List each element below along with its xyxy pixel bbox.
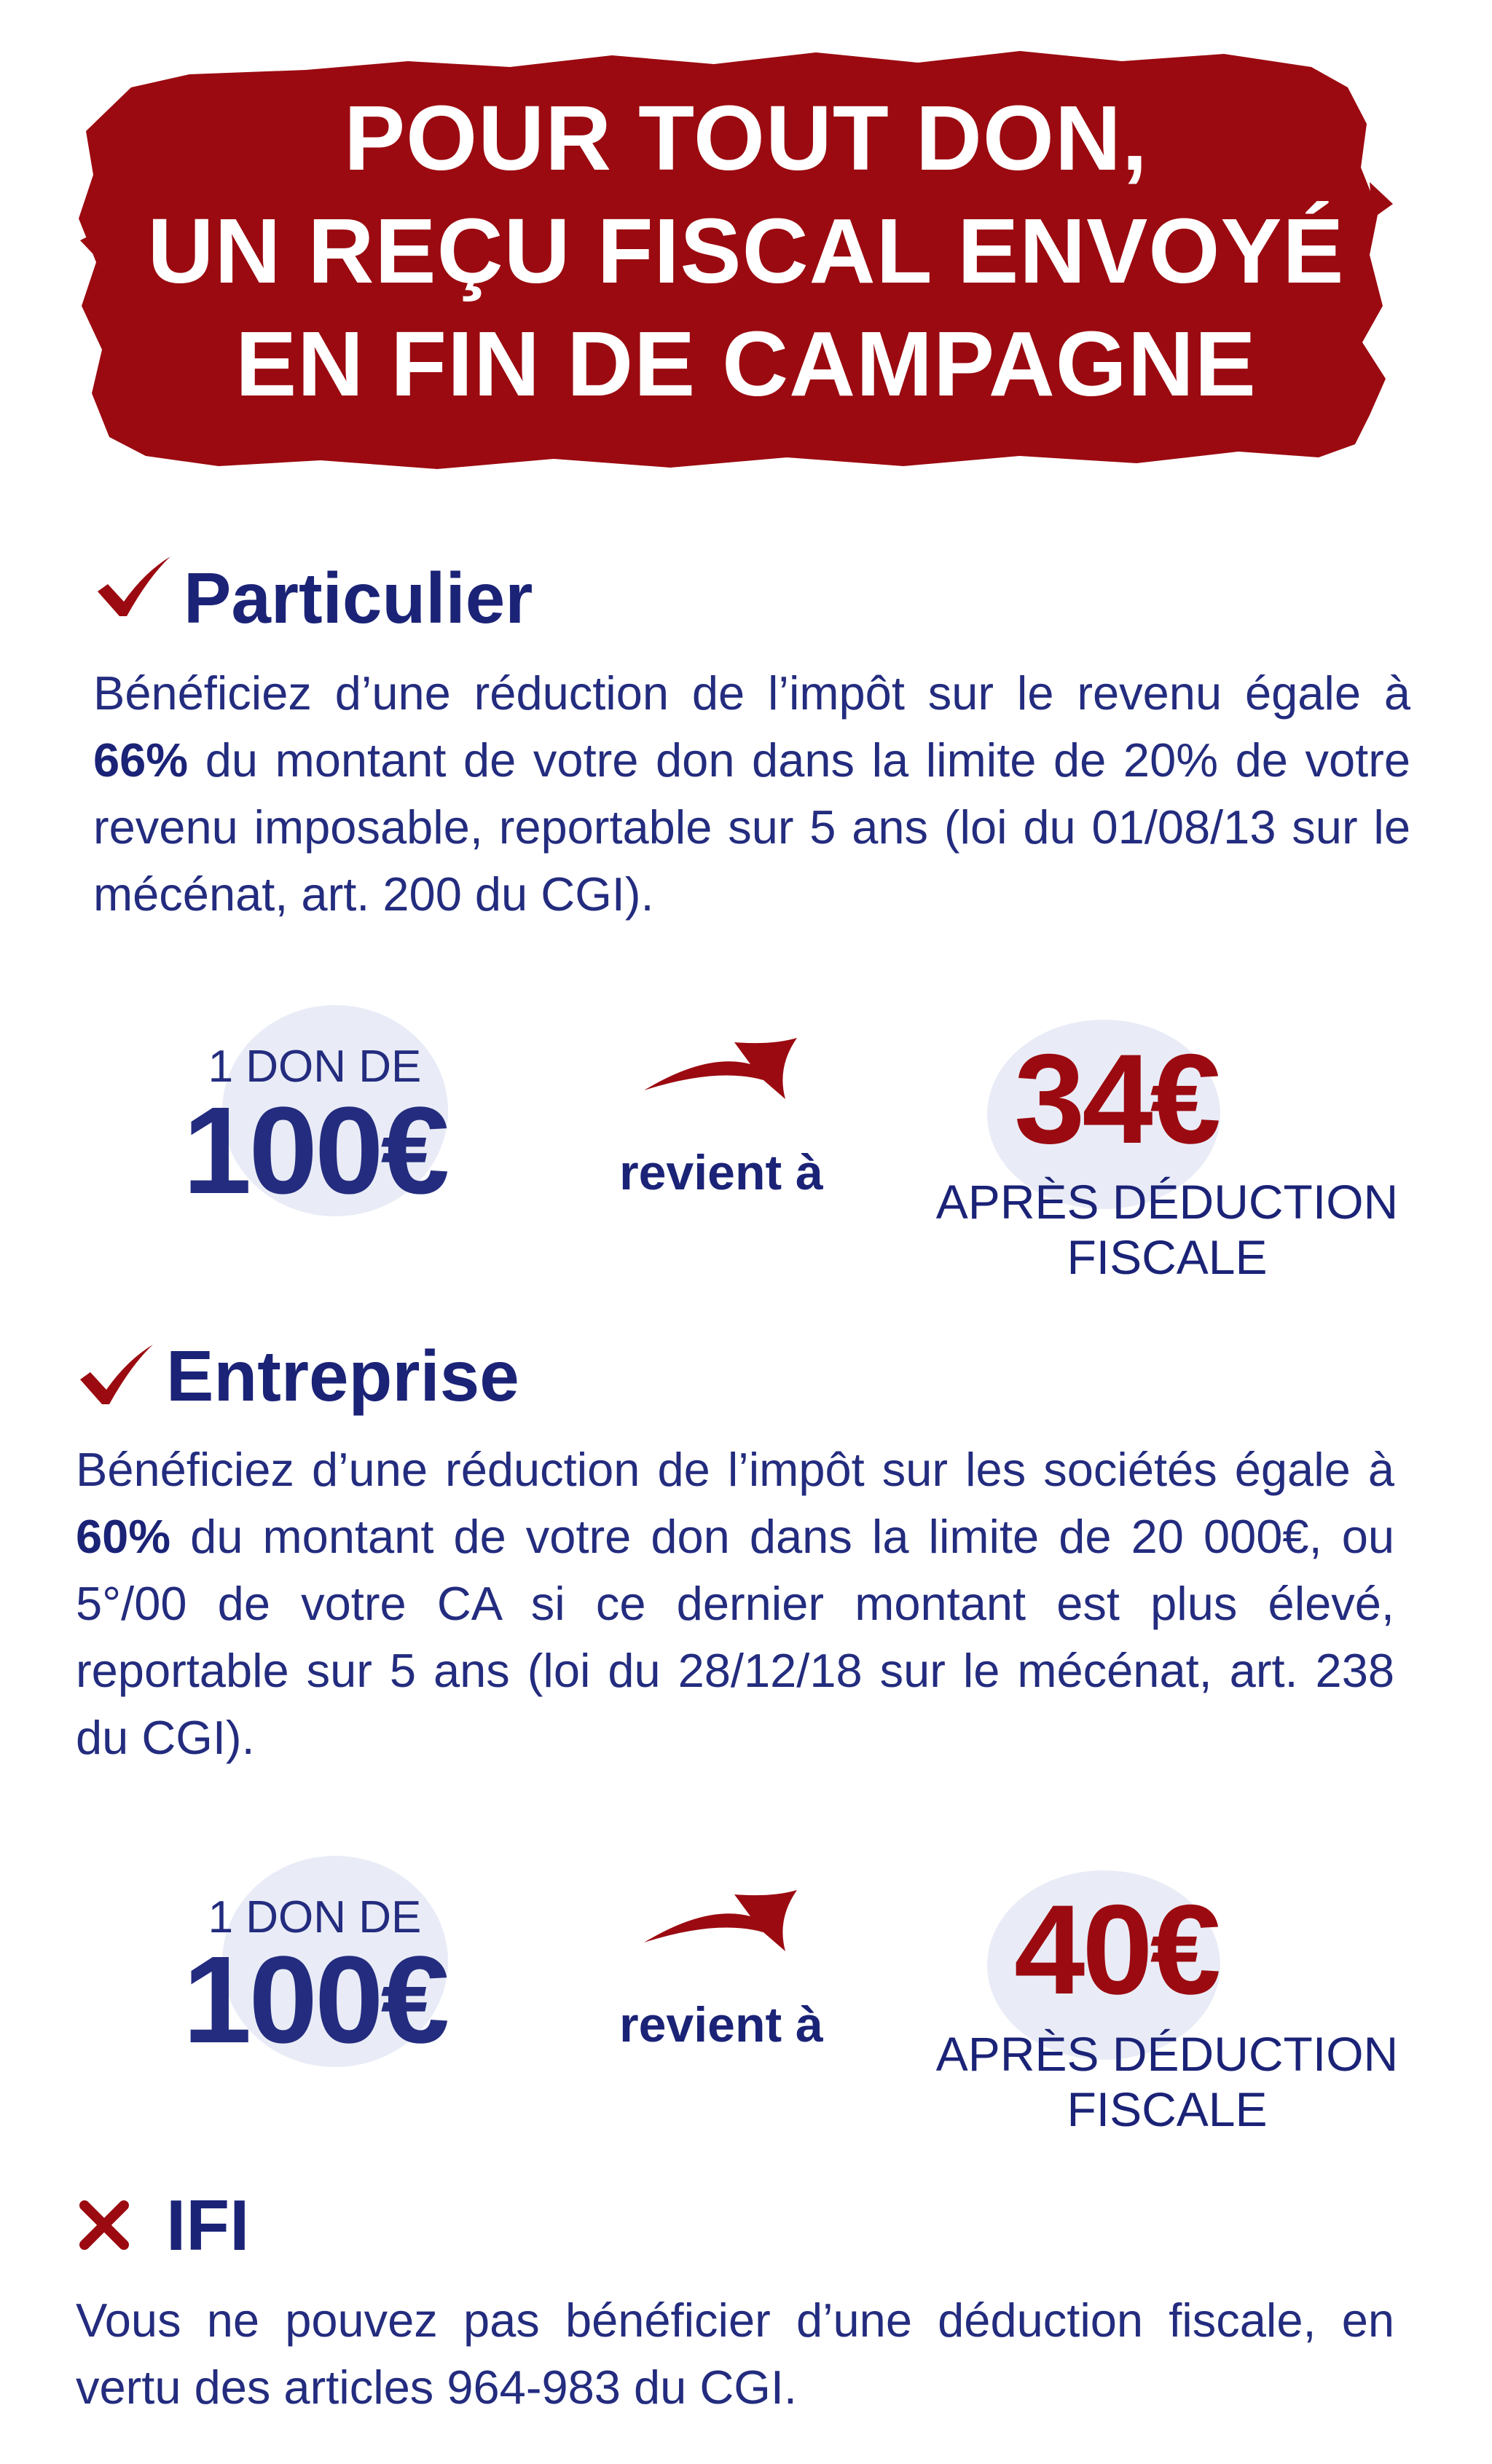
result-caption-line-2: FISCALE <box>1067 1230 1268 1284</box>
don-amount: 100€ <box>182 1931 447 2069</box>
curved-arrow-icon <box>641 1875 801 1956</box>
result-caption-line-1: APRÈS DÉDUCTION <box>935 1175 1399 1229</box>
entreprise-rate: 60% <box>76 1510 171 1563</box>
result-amount: 34€ <box>1014 1028 1218 1170</box>
ifi-description: Vous ne pouvez pas bénéficier d’une déduction fiscale, en vertu des articles 964-983 du CGI. <box>76 2294 1394 2414</box>
don-amount: 100€ <box>182 1082 447 1220</box>
entreprise-description: Bénéficiez d’une réduction de l’impôt sur les sociétés égale à 60% du montant de votre don dans la limite de 20 000€, ou 5°/00 de votre CA si ce dernier montant est plus élevé, reportable sur 5 ans (loi du 28/12/18 sur le mécénat, art. 238 du CGI). <box>76 1443 1394 1764</box>
x-icon <box>79 2200 130 2251</box>
particulier-title: Particulier <box>184 558 533 638</box>
ifi-title: IFI <box>166 2185 250 2265</box>
entreprise-title: Entreprise <box>166 1336 519 1416</box>
banner-title-line-1: POUR TOUT DON, <box>344 87 1148 189</box>
banner-title-line-2: UN REÇU FISCAL ENVOYÉ <box>147 200 1345 302</box>
revient-label: revient à <box>619 1145 823 1200</box>
result-amount: 40€ <box>1014 1879 1218 2021</box>
particulier-description: Bénéficiez d’une réduction de l’impôt sur le revenu égale à 66% du montant de votre don dans la limite de 20% de votre revenu imposable, reportable sur 5 ans (loi du 01/08/13 sur le mécénat, art. 200 du CGI). <box>93 666 1410 921</box>
result-caption-line-2: FISCALE <box>1067 2082 1268 2136</box>
curved-arrow-icon <box>641 1023 801 1103</box>
don-label: 1 DON DE <box>208 1892 422 1943</box>
revient-label: revient à <box>619 1997 823 2052</box>
check-icon <box>76 1342 156 1407</box>
check-icon <box>93 554 173 619</box>
particulier-rate: 66% <box>93 733 189 787</box>
don-label: 1 DON DE <box>208 1042 422 1092</box>
result-caption-line-1: APRÈS DÉDUCTION <box>935 2027 1399 2081</box>
banner-title-line-3: EN FIN DE CAMPAGNE <box>235 312 1257 415</box>
